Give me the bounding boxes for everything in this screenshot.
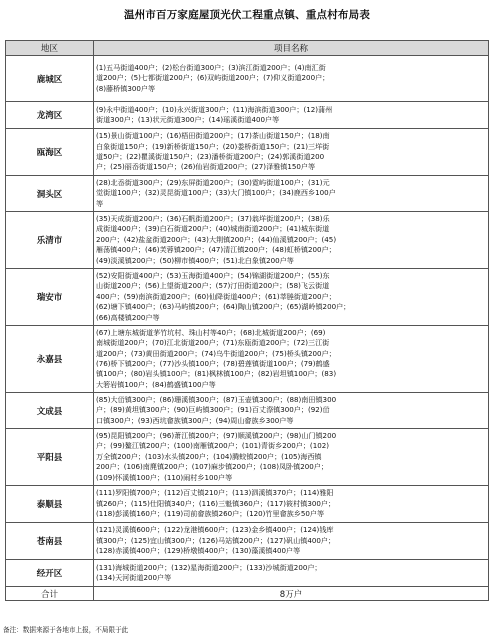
project-cell: (52)安阳街道400户；(53)玉海街道400户；(54)锦湖街道200户；(55)东 山街道200户；(56)上望街道200户；(57)汀田街道200户；(58)飞云街道 400户；(59)南滨街道200户；(60)仙降街道400户；(61)莘塍街道200户； (62)塘下镇400户；(63)马屿镇200户；(64)陶山镇200户；(65)湖岭镇200户； (66)高楼镇200户等: [94, 269, 489, 326]
footnote: 备注：数据来源于各地市上报，不局限于此: [3, 626, 129, 634]
region-cell: 泰顺县: [6, 486, 94, 523]
project-cell: (85)大峃镇300户；(86)珊溪镇300户；(87)玉壶镇300户；(88)南田镇300 户；(89)黄坦镇300户；(90)巨屿镇300户；(91)百丈漈镇300户；(92)峃 口镇300户；(93)西坑畲族镇300户；(94)周山畲族乡300户等: [94, 393, 489, 429]
project-cell: (35)天成街道200户；(36)石帆街道200户；(37)翁垟街道200户；(38)乐 成街道400户；(39)白石街道200户；(40)城南街道200户；(41)城东街道 200户；(42)盐盆街道200户；(43)大荆镇200户；(44)仙溪镇200户；(45) 雁荡镇400户；(46)芙蓉镇200户；(47)清江镇200户；(48)虹桥镇200户； (49)淡溪镇200户；(50)柳市镇400户；(51)北白象镇200户等: [94, 212, 489, 269]
layout-table: [5, 40, 489, 601]
table-row: [6, 102, 489, 129]
total-row: [6, 587, 489, 601]
region-cell: 经开区: [6, 560, 94, 587]
header-region: 地区: [6, 41, 94, 56]
region-cell: 瑞安市: [6, 269, 94, 326]
table-row: [6, 269, 489, 326]
project-cell: (28)北岙街道300户；(29)东屏街道200户；(30)霓屿街道100户；(31)元 觉街道100户；(32)灵昆街道100户；(33)大门镇100户；(34)鹿西乡100户 等: [94, 176, 489, 212]
region-cell: 龙湾区: [6, 102, 94, 129]
region-cell: 洞头区: [6, 176, 94, 212]
table-row: [6, 176, 489, 212]
header-row: [6, 41, 489, 56]
project-cell: (111)罗阳镇700户；(112)百丈镇210户；(113)泗溪镇370户；(114)雅阳 镇260户；(115)仕阳镇340户；(116)三魁镇360户；(117)筱村镇300户； (118)彭溪镇160户；(119)司前畲族镇260户；(120)竹里畲族乡50户等: [94, 486, 489, 523]
region-cell: 瓯海区: [6, 129, 94, 176]
project-cell: (67)上塘东城街道茅竹坑村、珠山村等40户；(68)北城街道200户；(69) 南城街道200户；(70)江北街道200户；(71)东瓯街道200户；(72)三江街 道200户；(73)黄田街道200户；(74)乌牛街道200户；(75)桥头镇200户； (76)桥下镇200户；(77)沙头镇100户；(78)碧莲镇街道100户；(79)鹤盛 镇100户；(80)岩头镇100户；(81)枫林镇100户；(82)岩坦镇100户；(83) 大箬岩镇100户；(84)鹤盛镇100户等: [94, 326, 489, 393]
table-title: 温州市百万家庭屋顶光伏工程重点镇、重点村布局表: [123, 9, 371, 21]
table-row: [6, 129, 489, 176]
project-cell: (15)景山街道100户；(16)梧田街道200户；(17)茶山街道150户；(18)南 白象街道150户；(19)新桥街道150户；(20)娄桥街道150户；(21)三垟街 道50户；(22)瞿溪街道150户；(23)潘桥街道200户；(24)郭溪街道200 户；(25)丽岙街道150户；(26)仙岩街道200户；(27)泽雅镇150户等: [94, 129, 489, 176]
region-cell: 苍南县: [6, 523, 94, 560]
table-row: [6, 212, 489, 269]
total-value: 8万户: [94, 587, 489, 601]
table-row: [6, 523, 489, 560]
region-cell: 乐清市: [6, 212, 94, 269]
table-row: [6, 393, 489, 429]
header-project: 项目名称: [94, 41, 489, 56]
region-cell: 平阳县: [6, 429, 94, 486]
table-row: [6, 56, 489, 102]
table-row: [6, 326, 489, 393]
total-label: 合计: [6, 587, 94, 601]
region-cell: 文成县: [6, 393, 94, 429]
project-cell: (9)永中街道400户；(10)永兴街道300户；(11)海滨街道300户；(12)蒲州 街道300户；(13)状元街道300户；(14)瑶溪街道400户等: [94, 102, 489, 129]
project-cell: (1)五马街道400户；(2)松台街道300户；(3)滨江街道200户；(4)南汇街 道200户；(5)七都街道200户；(6)双屿街道200户；(7)仰义街道200户； (8)藤桥镇300户等: [94, 56, 489, 102]
project-cell: (95)昆阳镇200户；(96)萧江镇200户；(97)顺溪镇200户；(98)山门镇200 户；(99)鳌江镇200户；(100)南雁镇200户；(101)青街乡200户；(102) 万全镇200户；(103)水头镇200户；(104)腾蛟镇200户；(105)海西镇 200户；(106)南麂镇200户；(107)麻步镇200户；(108)凤卧镇200户； (109)怀溪镇100户；(110)闹村乡100户等: [94, 429, 489, 486]
table-row: [6, 429, 489, 486]
project-cell: (121)灵溪镇600户；(122)龙港镇600户；(123)金乡镇400户；(124)钱库 镇300户；(125)宜山镇300户；(126)马站镇200户；(127)矾山镇400户； (128)赤溪镇400户；(129)桥墩镇400户；(130)藻溪镇400户等: [94, 523, 489, 560]
table-row: [6, 560, 489, 587]
region-cell: 永嘉县: [6, 326, 94, 393]
project-cell: (131)海城街道200户；(132)星海街道200户；(133)沙城街道200户； (134)天河街道200户等: [94, 560, 489, 587]
table-row: [6, 486, 489, 523]
region-cell: 鹿城区: [6, 56, 94, 102]
